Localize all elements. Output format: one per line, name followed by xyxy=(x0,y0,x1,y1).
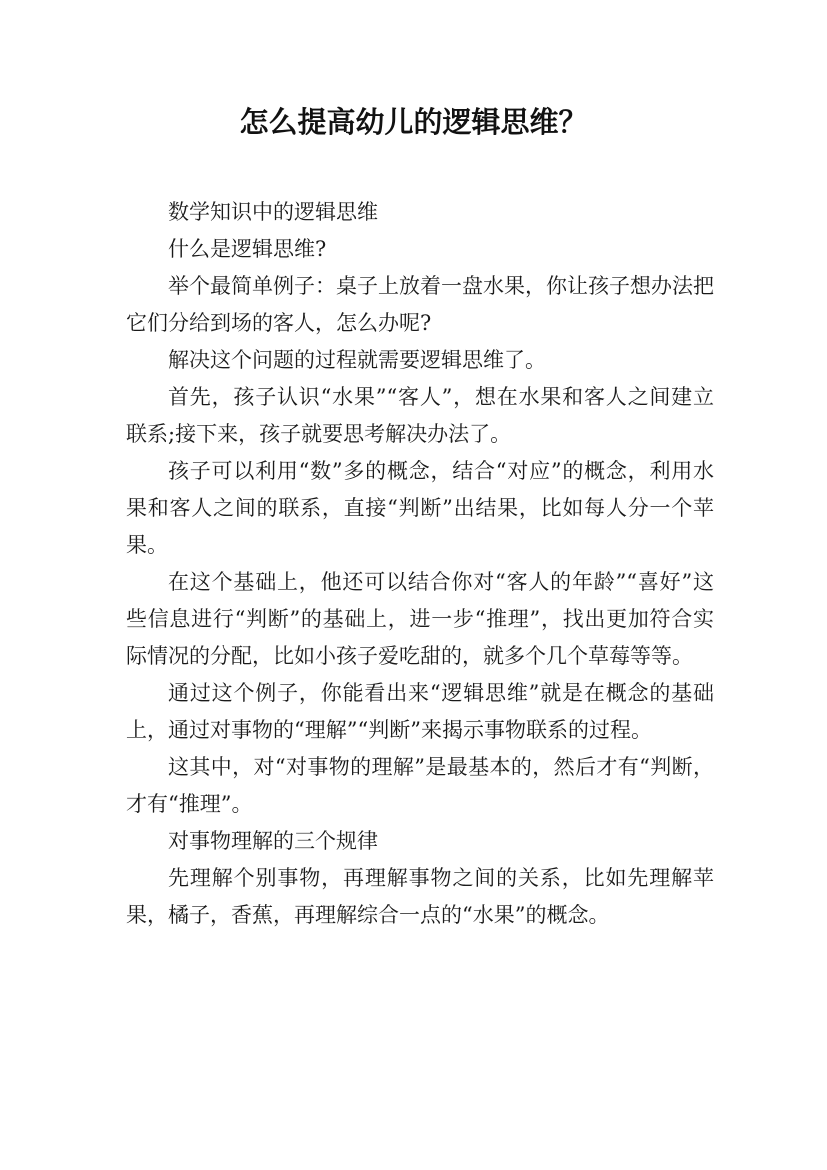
paragraph-7: 在这个基础上，他还可以结合你对“客人的年龄”“喜好”这些信息进行“判断”的基础上，进一步“推理”，找出更加符合实际情况的分配，比如小孩子爱吃甜的，就多个几个草莓等等。 xyxy=(126,570,714,668)
paragraph-2: 什么是逻辑思维? xyxy=(168,237,327,261)
paragraph-8: 通过这个例子，你能看出来“逻辑思维”就是在概念的基础上，通过对事物的“理解”“判断”来揭示事物联系的过程。 xyxy=(126,681,714,742)
paragraph-1: 数学知识中的逻辑思维 xyxy=(168,200,378,224)
paragraph-10: 对事物理解的三个规律 xyxy=(168,829,378,853)
paragraph-4: 解决这个问题的过程就需要逻辑思维了。 xyxy=(168,348,546,372)
paragraph-6: 孩子可以利用“数”多的概念，结合“对应”的概念，利用水果和客人之间的联系，直接“判断”出结果，比如每人分一个苹果。 xyxy=(126,459,714,557)
paragraph-5: 首先，孩子认识“水果”“客人”，想在水果和客人之间建立联系;接下来，孩子就要思考解决办法了。 xyxy=(126,385,714,446)
document-title: 怎么提高幼儿的逻辑思维？ xyxy=(239,105,588,139)
paragraph-3: 举个最简单例子：桌子上放着一盘水果，你让孩子想办法把它们分给到场的客人，怎么办呢? xyxy=(126,274,714,335)
paragraph-11: 先理解个别事物，再理解事物之间的关系，比如先理解苹果，橘子，香蕉，再理解综合一点的“水果”的概念。 xyxy=(126,866,714,927)
document-body xyxy=(126,194,714,934)
paragraph-9: 这其中，对“对事物的理解”是最基本的，然后才有“判断，才有“推理”。 xyxy=(126,755,714,816)
